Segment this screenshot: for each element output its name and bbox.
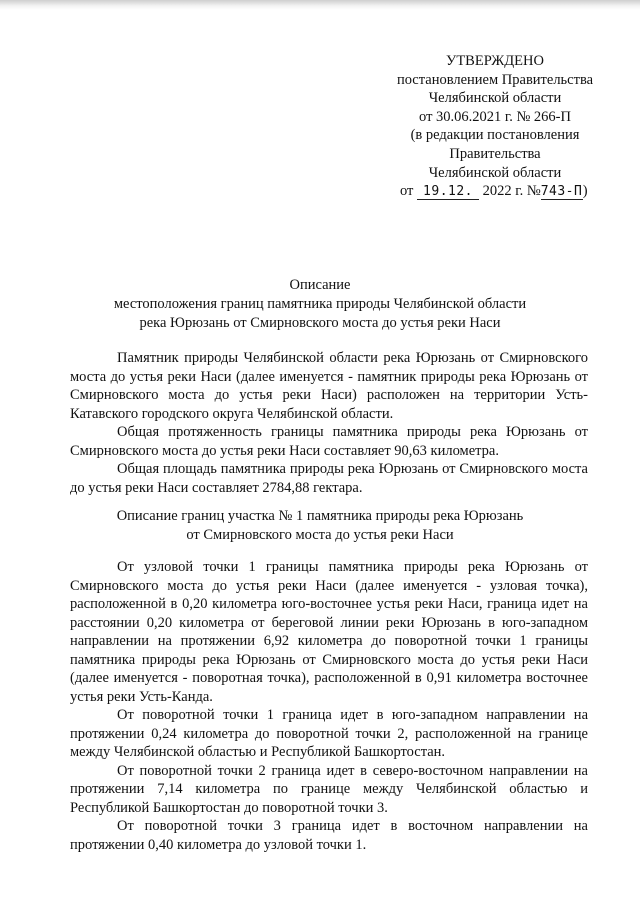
title-line: местоположения границ памятника природы Челябинской области	[113, 296, 527, 312]
approval-line: постановлением Правительства	[396, 71, 594, 88]
boundary-description-section	[70, 558, 588, 854]
amendment-suffix: )	[582, 183, 588, 200]
scan-top-edge	[0, 0, 640, 10]
title-line: Описание	[289, 277, 351, 293]
intro-paragraph: Общая площадь памятника природы река Юрюзань от Смирновского моста до устья реки Наси составляет 2784,88 гектара.	[70, 461, 588, 496]
intro-section	[70, 349, 588, 497]
boundary-paragraph: От поворотной точки 1 граница идет в юго-западном направлении на протяжении 0,24 километра до поворотной точки 2, расположенной на границе между Челябинской областью и Республикой Башкортостан.	[70, 707, 588, 760]
amendment-date-handwritten: 19.12.	[417, 184, 479, 200]
approval-line: Челябинской области	[428, 90, 562, 107]
approval-stamp-block	[380, 52, 610, 201]
intro-paragraph: Памятник природы Челябинской области река Юрюзань от Смирновского моста до устья реки Наси (далее именуется - памятник природы река Юрюзань от Смирновского моста до устья реки Наси) расположен на территории Усть-Катавского городского округа Челябинской области.	[70, 350, 588, 422]
boundary-paragraph: От поворотной точки 2 граница идет в северо-восточном направлении на протяжении 7,14 километра по границе между Челябинской областью и Республикой Башкортостан до поворотной точки 3.	[70, 762, 588, 816]
amendment-prefix: от	[400, 183, 414, 200]
amendment-reference-line	[380, 182, 610, 201]
document-title	[60, 276, 580, 333]
approval-line: Челябинской области	[428, 164, 562, 181]
amendment-number-handwritten: 743-П	[540, 184, 583, 200]
section-subtitle	[60, 507, 580, 545]
subtitle-line: Описание границ участка № 1 памятника природы река Юрюзань	[116, 508, 524, 524]
approval-line: от 30.06.2021 г. № 266-П	[419, 108, 571, 125]
boundary-paragraph: От узловой точки 1 границы памятника природы река Юрюзань от Смирновского моста до устья реки Наси (далее именуется - узловая точка), расположенной в 0,20 километра юго-восточнее устья реки Наси, граница идет на расстоянии 0,20 километра от береговой линии реки Юрюзань в юго-западном направлении на протяжении 6,92 километра до поворотной точки 1 границы памятника природы река Юрюзань от Смирновского моста до устья реки Наси (далее именуется - поворотная точка), расположенной в 0,91 километра восточнее устья реки Усть-Канда.	[70, 559, 588, 705]
subtitle-line: от Смирновского моста до устья реки Наси	[186, 527, 454, 543]
boundary-paragraph: От поворотной точки 3 граница идет в восточном направлении на протяжении 0,40 километра до узловой точки 1.	[70, 818, 588, 853]
intro-paragraph: Общая протяженность границы памятника природы река Юрюзань от Смирновского моста до устья реки Наси составляет 90,63 километра.	[70, 424, 588, 459]
approval-heading: УТВЕРЖДЕНО	[446, 53, 544, 69]
amendment-year: 2022 г. №	[482, 183, 541, 200]
title-line: река Юрюзань от Смирновского моста до устья реки Наси	[139, 315, 501, 331]
approval-line: (в редакции постановления	[410, 127, 580, 144]
approval-line: Правительства	[449, 145, 541, 162]
